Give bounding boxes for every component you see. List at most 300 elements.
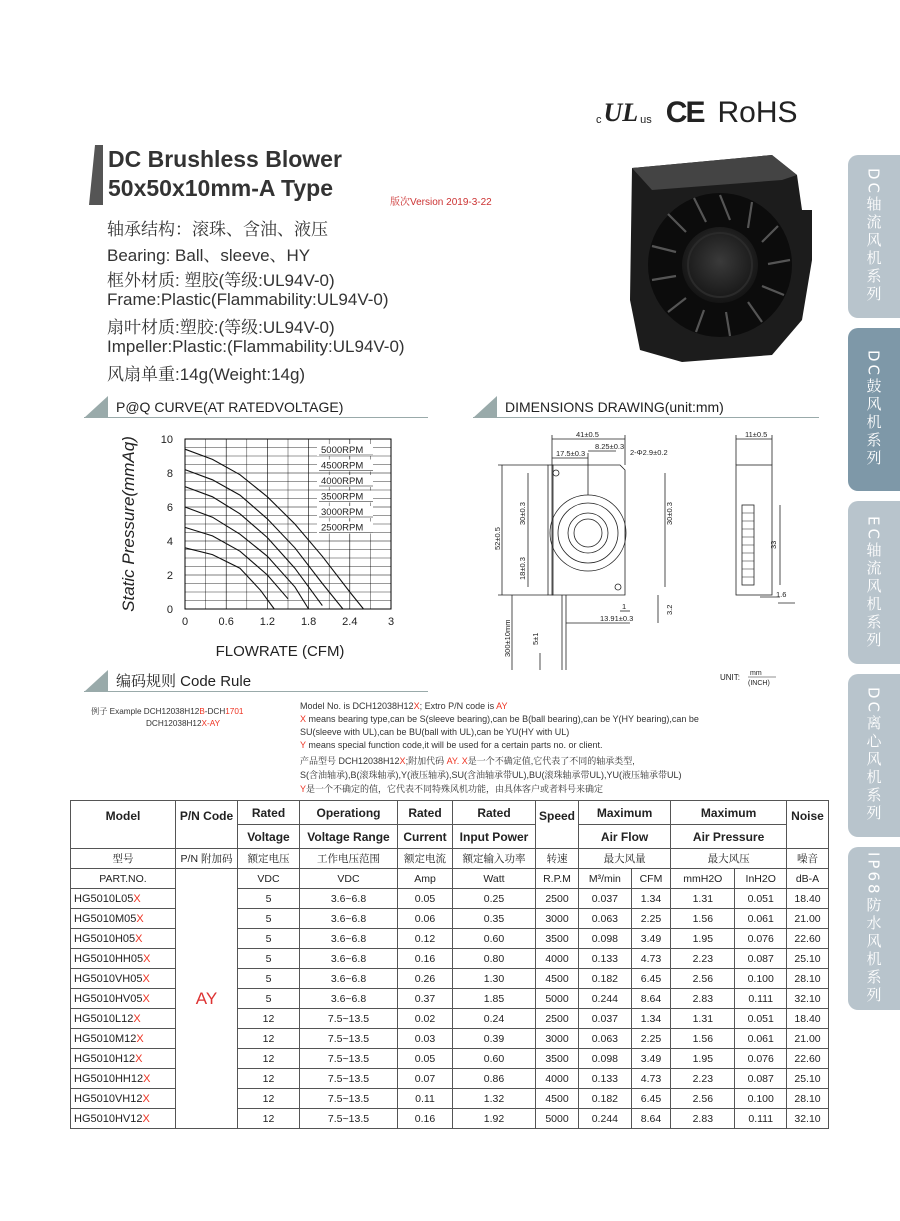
cell-rpm: 3500 xyxy=(536,929,579,949)
x-tick-label: 0 xyxy=(181,616,189,628)
unit-cell: Amp xyxy=(398,869,453,889)
ul-us: us xyxy=(640,114,652,126)
series-tabs xyxy=(848,155,900,1020)
code-rule-line xyxy=(300,701,507,711)
model-variant-x: X xyxy=(133,1012,141,1025)
cell-m3: 0.133 xyxy=(579,1069,632,1089)
rule-text: ; Extro P/N code is xyxy=(419,701,497,711)
cell-inh: 0.051 xyxy=(735,889,787,909)
dim-label: 41±0.5 xyxy=(576,430,599,439)
cell-range: 3.6~6.8 xyxy=(300,929,398,949)
cell-rpm: 2500 xyxy=(536,889,579,909)
dim-label: 30±0.3 xyxy=(665,502,674,525)
cell-m3: 0.133 xyxy=(579,949,632,969)
rule-red: AY. X xyxy=(446,756,468,766)
model-name: HG5010VH05 xyxy=(74,972,143,985)
cell-amp: 0.11 xyxy=(398,1089,453,1109)
ul-mark: UL xyxy=(603,98,639,127)
rule-red: X xyxy=(300,714,307,724)
cell-db: 21.00 xyxy=(787,1029,829,1049)
model-cell xyxy=(71,1009,176,1029)
section-marker-icon xyxy=(84,670,108,692)
cell-mm: 2.83 xyxy=(671,989,735,1009)
cell-m3: 0.182 xyxy=(579,969,632,989)
rule-red: X xyxy=(413,701,420,711)
cell-rpm: 3000 xyxy=(536,1029,579,1049)
page-subtitle: 50x50x10mm-A Type xyxy=(108,175,334,201)
model-cell xyxy=(71,969,176,989)
ce-logo-icon: CE xyxy=(665,96,704,129)
cell-watt: 0.24 xyxy=(453,1009,536,1029)
x-tick-label: 0.6 xyxy=(218,616,234,628)
tab-ec-axial[interactable] xyxy=(848,501,900,664)
unit-cell: VDC xyxy=(300,869,398,889)
cell-range: 7.5~13.5 xyxy=(300,1009,398,1029)
model-name: HG5010M12 xyxy=(74,1032,137,1045)
header-airflow-2: Air Flow xyxy=(579,825,671,849)
unit-cell: VDC xyxy=(238,869,300,889)
cell-range: 7.5~13.5 xyxy=(300,1109,398,1129)
unit-top: mm xyxy=(750,670,762,677)
spec-frame-en: Frame:Plastic(Flammability:UL94V-0) xyxy=(107,290,389,309)
cell-rpm: 3000 xyxy=(536,909,579,929)
rule-text: 产品型号 DCH12038H12 xyxy=(300,756,400,766)
cn-header: 额定电流 xyxy=(398,849,453,869)
cell-mm: 2.56 xyxy=(671,969,735,989)
cell-range: 3.6~6.8 xyxy=(300,969,398,989)
model-cell xyxy=(71,1049,176,1069)
cell-v: 12 xyxy=(238,1009,300,1029)
fan-product-image xyxy=(622,150,817,365)
series-label: 4500RPM xyxy=(321,460,364,472)
series-label: 3000RPM xyxy=(321,507,364,518)
cell-inh: 0.076 xyxy=(735,929,787,949)
rohs-logo-icon: RoHS xyxy=(717,96,798,129)
tab-label: DC鼓风机系列 xyxy=(864,350,883,469)
dim-label: 300±10mm xyxy=(503,619,512,657)
cell-mm: 1.31 xyxy=(671,1009,735,1029)
cell-watt: 1.92 xyxy=(453,1109,536,1129)
cn-header: 转速 xyxy=(536,849,579,869)
pn-code-cell: AY xyxy=(176,869,238,1129)
header-power-1: Rated xyxy=(453,801,536,825)
model-variant-x: X xyxy=(135,1052,143,1065)
section-dimensions xyxy=(473,396,819,418)
ul-c: c xyxy=(596,114,602,126)
section-marker-icon xyxy=(473,396,497,418)
cell-mm: 2.83 xyxy=(671,1109,735,1129)
series-line xyxy=(185,527,288,598)
section-marker-icon xyxy=(84,396,108,418)
y-tick-label: 6 xyxy=(166,502,173,514)
y-axis-label: Static Pressure(mmAq) xyxy=(119,436,138,612)
cell-v: 12 xyxy=(238,1069,300,1089)
y-tick-label: 8 xyxy=(166,468,173,480)
unit-bottom: (INCH) xyxy=(748,680,770,687)
cell-db: 18.40 xyxy=(787,1009,829,1029)
unit-cell: M³/min xyxy=(579,869,632,889)
dim-label: 18±0.3 xyxy=(518,557,527,580)
x-axis-label: FLOWRATE (CFM) xyxy=(215,643,345,660)
code-rule-line xyxy=(300,714,699,724)
cell-range: 7.5~13.5 xyxy=(300,1089,398,1109)
cn-header: 噪音 xyxy=(787,849,829,869)
cell-cfm: 8.64 xyxy=(631,1109,670,1129)
rule-text: S(含油轴承),B(滚珠轴承),Y(液压轴承),SU(含油轴承带UL),BU(滚珠轴承带UL),YU(液压轴承带UL) xyxy=(300,770,682,780)
cell-mm: 1.95 xyxy=(671,929,735,949)
table-header-row xyxy=(71,801,829,825)
cell-inh: 0.061 xyxy=(735,1029,787,1049)
cell-cfm: 3.49 xyxy=(631,929,670,949)
cell-rpm: 2500 xyxy=(536,1009,579,1029)
cell-db: 21.00 xyxy=(787,909,829,929)
cell-watt: 0.60 xyxy=(453,929,536,949)
rule-text: 是一个不确定的值，它代表不同特殊风机功能，由具体客户或者料号来确定 xyxy=(306,784,604,794)
series-label: 2500RPM xyxy=(321,522,364,534)
model-name: HG5010H05 xyxy=(74,932,136,945)
cell-mm: 2.23 xyxy=(671,949,735,969)
cell-watt: 0.39 xyxy=(453,1029,536,1049)
rule-text: means special function code,it will be used for a certain parts no. or client. xyxy=(305,740,603,750)
dim-label: 8.25±0.3 xyxy=(595,442,625,451)
cell-inh: 0.111 xyxy=(735,989,787,1009)
model-name: HG5010L05 xyxy=(74,892,134,905)
unit-cell: mmH2O xyxy=(671,869,735,889)
cell-inh: 0.076 xyxy=(735,1049,787,1069)
series-line xyxy=(185,548,274,609)
header-noise: Noise xyxy=(787,801,829,849)
cell-amp: 0.06 xyxy=(398,909,453,929)
cell-m3: 0.098 xyxy=(579,1049,632,1069)
title-accent-icon xyxy=(89,145,103,205)
header-op-range-1: Operationg xyxy=(300,801,398,825)
model-name: HG5010VH12 xyxy=(74,1092,143,1105)
cell-v: 5 xyxy=(238,909,300,929)
pq-curve-chart xyxy=(110,425,410,665)
cell-amp: 0.03 xyxy=(398,1029,453,1049)
dimensions-drawing xyxy=(480,425,820,690)
cell-rpm: 4000 xyxy=(536,949,579,969)
cell-mm: 1.31 xyxy=(671,889,735,909)
y-tick-label: 4 xyxy=(166,536,173,548)
cell-m3: 0.037 xyxy=(579,1009,632,1029)
cell-v: 5 xyxy=(238,989,300,1009)
x-tick-label: 1.2 xyxy=(259,616,276,628)
header-airpressure-1: Maximum xyxy=(671,801,787,825)
spec-bearing-en: Bearing: Ball、sleeve、HY xyxy=(107,246,311,265)
rule-text: ;附加代码 xyxy=(405,756,447,766)
model-name: HG5010HH12 xyxy=(74,1072,144,1085)
y-tick-label: 2 xyxy=(166,570,173,582)
cell-inh: 0.061 xyxy=(735,909,787,929)
cell-range: 3.6~6.8 xyxy=(300,889,398,909)
cell-v: 5 xyxy=(238,969,300,989)
unit-cell: R.P.M xyxy=(536,869,579,889)
x-tick-label: 3 xyxy=(387,616,395,628)
cell-amp: 0.26 xyxy=(398,969,453,989)
section-pq-curve xyxy=(84,396,428,418)
header-current-1: Rated xyxy=(398,801,453,825)
cell-amp: 0.05 xyxy=(398,1049,453,1069)
dim-label: 33 xyxy=(769,540,778,549)
header-airpressure-2: Air Pressure xyxy=(671,825,787,849)
cell-cfm: 8.64 xyxy=(631,989,670,1009)
cell-mm: 2.23 xyxy=(671,1069,735,1089)
series-label: 5000RPM xyxy=(321,445,364,456)
dim-label: 1.6 xyxy=(776,590,787,599)
section-title: DIMENSIONS DRAWING(unit:mm) xyxy=(505,398,724,415)
code-rule-line xyxy=(300,754,635,767)
cell-amp: 0.37 xyxy=(398,989,453,1009)
x-tick-label: 2.4 xyxy=(342,616,358,628)
cell-db: 28.10 xyxy=(787,969,829,989)
cell-rpm: 4500 xyxy=(536,969,579,989)
tab-label: EC轴流风机系列 xyxy=(864,515,883,650)
cell-amp: 0.12 xyxy=(398,929,453,949)
x-tick-label: 1.8 xyxy=(300,616,317,628)
model-name: HG5010H12 xyxy=(74,1052,136,1065)
cell-amp: 0.02 xyxy=(398,1009,453,1029)
cn-header: P/N 附加码 xyxy=(176,849,238,869)
code-rule-line xyxy=(300,782,603,795)
cell-cfm: 6.45 xyxy=(631,1089,670,1109)
example-red: B xyxy=(199,707,205,716)
cell-m3: 0.182 xyxy=(579,1089,632,1109)
dim-label: 1 xyxy=(622,602,627,611)
code-rule-line xyxy=(300,740,603,750)
example-text: 例子 Example DCH12038H12 xyxy=(91,707,200,716)
header-airflow-1: Maximum xyxy=(579,801,671,825)
tab-ip68[interactable] xyxy=(848,847,900,1010)
model-cell xyxy=(71,1089,176,1109)
code-rule-line xyxy=(300,768,682,781)
model-variant-x: X xyxy=(136,912,144,925)
spec-impeller-cn: 扇叶材质:塑胶:(等级:UL94V-0) xyxy=(107,318,335,337)
header-speed: Speed xyxy=(536,801,579,849)
rule-red: Y xyxy=(300,784,307,794)
cell-m3: 0.037 xyxy=(579,889,632,909)
cell-v: 12 xyxy=(238,1109,300,1129)
cell-mm: 1.95 xyxy=(671,1049,735,1069)
table-cn-header-row xyxy=(71,849,829,869)
page-title: DC Brushless Blower xyxy=(108,146,342,172)
tab-dc-blower[interactable] xyxy=(848,328,900,491)
cell-db: 22.60 xyxy=(787,929,829,949)
spec-weight: 风扇单重:14g(Weight:14g) xyxy=(107,365,306,384)
example-text: -DCH xyxy=(204,707,226,716)
model-variant-x: X xyxy=(135,932,143,945)
header-current-2: Current xyxy=(398,825,453,849)
cn-header: 最大风压 xyxy=(671,849,787,869)
cell-rpm: 5000 xyxy=(536,989,579,1009)
header-pn-code: P/N Code xyxy=(176,801,238,849)
section-title: P@Q CURVE(AT RATEDVOLTAGE) xyxy=(116,398,344,415)
unit-label: UNIT: xyxy=(720,673,740,682)
spec-impeller-en: Impeller:Plastic:(Flammability:UL94V-0) xyxy=(107,337,405,356)
cell-watt: 0.35 xyxy=(453,909,536,929)
cell-db: 18.40 xyxy=(787,889,829,909)
header-op-range-2: Voltage Range xyxy=(300,825,398,849)
cell-v: 5 xyxy=(238,949,300,969)
tab-dc-axial[interactable] xyxy=(848,155,900,318)
model-variant-x: X xyxy=(142,1092,150,1105)
cell-watt: 0.25 xyxy=(453,889,536,909)
y-tick-label: 10 xyxy=(160,434,173,446)
cell-mm: 1.56 xyxy=(671,909,735,929)
example-text: DCH12038H12 xyxy=(146,719,202,728)
cell-m3: 0.063 xyxy=(579,909,632,929)
cn-header: 工作电压范围 xyxy=(300,849,398,869)
model-variant-x: X xyxy=(133,892,141,905)
unit-cell: dB-A xyxy=(787,869,829,889)
model-variant-x: X xyxy=(136,1032,144,1045)
header-rated-voltage-2: Voltage xyxy=(238,825,300,849)
section-title: 编码规则 Code Rule xyxy=(116,673,252,690)
cell-inh: 0.100 xyxy=(735,969,787,989)
rule-text: means bearing type,can be S(sleeve bearing),can be B(ball bearing),can be Y(HY bearing),can be xyxy=(306,714,699,724)
ul-logo-icon xyxy=(596,100,652,126)
cell-amp: 0.16 xyxy=(398,949,453,969)
model-variant-x: X xyxy=(142,992,150,1005)
model-variant-x: X xyxy=(143,1072,151,1085)
rule-red: X xyxy=(399,756,406,766)
cell-watt: 1.85 xyxy=(453,989,536,1009)
model-cell xyxy=(71,929,176,949)
dim-label: 13.91±0.3 xyxy=(600,614,634,623)
cell-range: 3.6~6.8 xyxy=(300,949,398,969)
cell-watt: 0.60 xyxy=(453,1049,536,1069)
model-variant-x: X xyxy=(143,952,151,965)
dim-label: 30±0.3 xyxy=(518,502,527,525)
cell-range: 7.5~13.5 xyxy=(300,1029,398,1049)
spec-bearing-cn: 轴承结构：滚珠、含油、液压 xyxy=(107,220,328,239)
unit-cell: InH2O xyxy=(735,869,787,889)
dim-label: 5±1 xyxy=(531,632,540,645)
dim-label: 3.2 xyxy=(665,604,674,615)
cell-m3: 0.098 xyxy=(579,929,632,949)
cell-range: 3.6~6.8 xyxy=(300,909,398,929)
cell-m3: 0.244 xyxy=(579,1109,632,1129)
dim-label: 52±0.5 xyxy=(493,527,502,550)
model-name: HG5010HV05 xyxy=(74,992,143,1005)
cell-db: 28.10 xyxy=(787,1089,829,1109)
spec-table xyxy=(70,800,829,1129)
model-cell xyxy=(71,1109,176,1129)
model-name: HG5010M05 xyxy=(74,912,137,925)
model-cell xyxy=(71,889,176,909)
model-variant-x: X xyxy=(142,972,150,985)
cn-header: 额定电压 xyxy=(238,849,300,869)
cell-db: 25.10 xyxy=(787,949,829,969)
cn-header: 额定输入功率 xyxy=(453,849,536,869)
cell-db: 25.10 xyxy=(787,1069,829,1089)
table-units-row xyxy=(71,869,829,889)
dim-label: 11±0.5 xyxy=(745,430,768,439)
header-power-2: Input Power xyxy=(453,825,536,849)
model-cell xyxy=(71,1029,176,1049)
example-line-2 xyxy=(146,719,220,728)
rule-text: Model No. is DCH12038H12 xyxy=(300,701,414,711)
cell-inh: 0.087 xyxy=(735,1069,787,1089)
cell-rpm: 4000 xyxy=(536,1069,579,1089)
cell-amp: 0.05 xyxy=(398,889,453,909)
cell-db: 32.10 xyxy=(787,989,829,1009)
cell-inh: 0.087 xyxy=(735,949,787,969)
tab-label: DC离心风机系列 xyxy=(864,687,883,824)
cell-inh: 0.111 xyxy=(735,1109,787,1129)
cn-header: 最大风量 xyxy=(579,849,671,869)
model-variant-x: X xyxy=(142,1112,150,1125)
example-line-1 xyxy=(91,706,243,717)
unit-cell: Watt xyxy=(453,869,536,889)
cell-range: 7.5~13.5 xyxy=(300,1069,398,1089)
dim-label: 17.5±0.3 xyxy=(556,449,586,458)
version-label: 版次Version 2019-3-22 xyxy=(390,197,492,208)
rule-red: AY xyxy=(496,701,508,711)
cell-mm: 2.56 xyxy=(671,1089,735,1109)
cell-watt: 1.32 xyxy=(453,1089,536,1109)
model-name: HG5010L12 xyxy=(74,1012,134,1025)
example-red: 1701 xyxy=(225,707,244,716)
series-label: 4000RPM xyxy=(321,476,364,487)
model-cell xyxy=(71,949,176,969)
unit-cell: PART.NO. xyxy=(71,869,176,889)
cell-v: 5 xyxy=(238,929,300,949)
series-label: 3500RPM xyxy=(321,491,364,503)
cell-watt: 0.80 xyxy=(453,949,536,969)
rule-text: SU(sleeve with UL),can be BU(ball with UL),can be YU(HY with UL) xyxy=(300,727,570,737)
cell-range: 7.5~13.5 xyxy=(300,1049,398,1069)
cell-v: 12 xyxy=(238,1029,300,1049)
rule-text: 是一个不确定值,它代表了不同的轴承类型, xyxy=(467,756,635,766)
unit-cell: CFM xyxy=(631,869,670,889)
cell-range: 3.6~6.8 xyxy=(300,989,398,1009)
cell-cfm: 1.34 xyxy=(631,1009,670,1029)
rule-red: Y xyxy=(300,740,306,750)
cell-cfm: 4.73 xyxy=(631,1069,670,1089)
cell-db: 32.10 xyxy=(787,1109,829,1129)
cell-m3: 0.244 xyxy=(579,989,632,1009)
cell-amp: 0.16 xyxy=(398,1109,453,1129)
model-cell xyxy=(71,989,176,1009)
model-name: HG5010HH05 xyxy=(74,952,144,965)
cell-m3: 0.063 xyxy=(579,1029,632,1049)
spec-frame-cn: 框外材质: 塑胶(等级:UL94V-0) xyxy=(107,271,335,290)
cell-rpm: 4500 xyxy=(536,1089,579,1109)
cell-cfm: 4.73 xyxy=(631,949,670,969)
cell-v: 5 xyxy=(238,889,300,909)
tab-dc-centrifugal[interactable] xyxy=(848,674,900,837)
cell-v: 12 xyxy=(238,1089,300,1109)
cn-header: 型号 xyxy=(71,849,176,869)
y-tick-label: 0 xyxy=(166,604,173,616)
cell-rpm: 3500 xyxy=(536,1049,579,1069)
example-red: X-AY xyxy=(201,719,221,728)
cell-cfm: 3.49 xyxy=(631,1049,670,1069)
cell-amp: 0.07 xyxy=(398,1069,453,1089)
cell-v: 12 xyxy=(238,1049,300,1069)
cell-db: 22.60 xyxy=(787,1049,829,1069)
model-cell xyxy=(71,909,176,929)
cell-inh: 0.051 xyxy=(735,1009,787,1029)
cell-inh: 0.100 xyxy=(735,1089,787,1109)
cell-cfm: 6.45 xyxy=(631,969,670,989)
model-name: HG5010HV12 xyxy=(74,1112,143,1125)
cell-cfm: 2.25 xyxy=(631,909,670,929)
code-rule-line xyxy=(300,727,569,737)
cell-cfm: 2.25 xyxy=(631,1029,670,1049)
tab-label: IP68防水风机系列 xyxy=(864,852,883,1005)
